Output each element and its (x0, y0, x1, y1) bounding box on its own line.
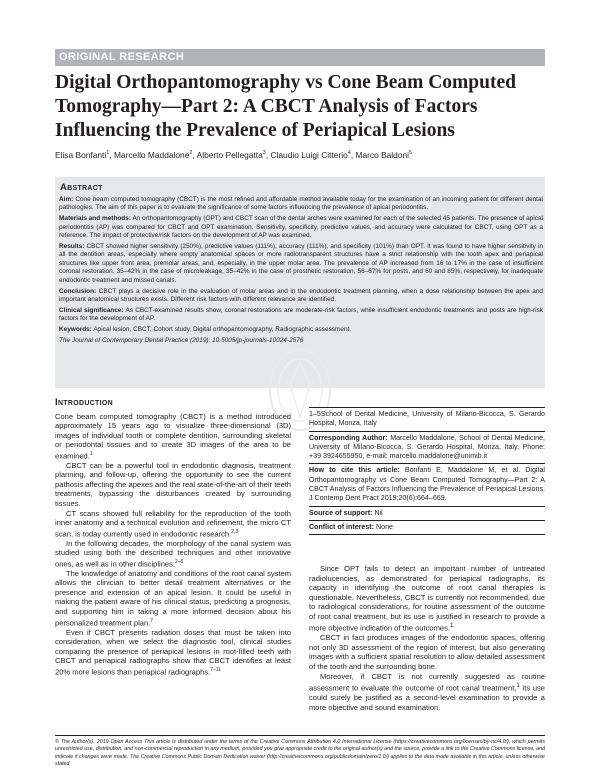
license-footer: © The Author(s). 2019 Open Access This article is distributed under the terms of the Creative Commons Attribution 4.0 International License (https://creativecommons.org/licenses/by-nc/4.0/), which permits unrestricted use, distribution, and non-commercial reproduction in any medium, provided you give appropriate credit to the original author(s) and the source, provide a link to the Creative Commons license, and indicate if changes were made. The Creative Commons Public Domain Dedication waiver (http://creativecommons.org/publicdomain/zero/1.0/) applies to the data made available in this article, unless otherwise stated. (55, 739, 545, 767)
abstract-heading: Abstract (60, 182, 103, 193)
paragraph: Even if CBCT presents radiation doses that must be taken into consideration, when we select the diagnostic tool, clinical studies comparing the presence of periapical lesions in root-filled teeth with CBCT and periapical radiographs show that CBCT identifies at least 20% more lesions than periapical radiographs.$^{7-11}$ (55, 627, 291, 677)
affiliation-block (309, 405, 545, 537)
source-of-support: Source of support: Nil (309, 508, 383, 517)
divider (309, 506, 545, 507)
abstract-results: Results: CBCT showed higher sensitivity (250%), predictive values (111%), accuracy (111%), and specificity (101%) than OPT. It was found to have higher sensitivity in all the dentition areas, especially where empty anatomical spaces or more radiotransparent structures have a strict relationship with the tooth apex and periapical structures like upper front area, premolar areas, and, especially, in the upper molar area. The prevalence of AP increased from 16 to 17% in the case of insufficient coronal restoration, 35–42% in the case of microleakage, 35–42% in the case of prosthetic restoration, 56–67% for posts, and 60 and 85%, respectively, for inadequate endodontic treatment and missed canals. (59, 243, 543, 284)
section-label: ORIGINAL RESEARCH (55, 49, 545, 66)
author[interactable]: Marco Baldoni (355, 150, 410, 160)
affiliation: 1–5School of Dental Medicine, University of Milano-Bicocca, S. Gerardo Hospital, Monza, Italy (309, 410, 545, 428)
citation: How to cite this article: Bonfanti E, Maddalone M, et al. Digital Orthopantomography vs Cone Beam Computed Tomography—Part 2: A CBCT Analysis of Factors Influencing the Prevalence of Periapical Lesions. J Contemp Dent Pract 2019;20(6):664–669. (309, 466, 545, 503)
author[interactable]: Marcello Maddalone (113, 150, 190, 160)
author-list: Elisa Bonfanti$^1$, Marcello Maddalone$^2$, Alberto Pellegatta$^3$, Claudio Luigi Citterio$^4$, Marco Baldoni$^5$ (55, 150, 413, 160)
divider (309, 520, 545, 521)
paragraph: CT scans showed full reliability for the reproduction of the tooth inner anatomy and a technical evolution and refinement, the micro CT scan, is today currently used in endodontic research.$^{2,3}$ (55, 508, 291, 539)
article-title: Digital Orthopantomography vs Cone Beam Computed Tomography—Part 2: A CBCT Analysis of Factors Influencing the Prevalence of Periapical Lesions (55, 72, 516, 141)
body-column-right (309, 564, 545, 712)
footer-divider (55, 735, 545, 736)
conflict-of-interest: Conflict of interest: None (309, 522, 393, 531)
abstract-keywords: Keywords: Apical lesion, CBCT, Cohort study, Digital orthopantomography, Radiographic assessment. (59, 326, 352, 334)
divider (309, 407, 545, 408)
author[interactable]: Alberto Pellegatta (196, 150, 263, 160)
paragraph: Cone beam computed tomography (CBCT) is a method introduced approximately 15 years ago to visualize three-dimensional (3D) images of individual tooth or complete dentition, surrounding skeletal or periodontal tissues and to create 3D images of the area to be examined.$^1$ (55, 411, 291, 461)
paragraph: CBCT can be a powerful tool in endodontic diagnosis, treatment planning, and follow-up, offering the opportunity to see the current pathosis affecting the apexes and the real state-of-the-art of their teeth treatments, bypassing the disturbances created by surrounding tissues. (55, 460, 291, 508)
abstract-conclusion: Conclusion: CBCT plays a decisive role in the evaluation of molar areas and in the endodontic treatment planning, when a dose relationship between the apex and important anatomical structures exists. Different risk factors with different relevance are identified. (59, 287, 543, 303)
paragraph: In the following decades, the morphology of the canal system was studied using both the described techniques and other innovative ones, as well as in other disciplines.$^{2-6}$ (55, 538, 291, 569)
abstract-body (59, 196, 543, 348)
abstract-aim: Aim: Cone beam computed tomography (CBCT) is the most refined and affordable method available today for the examination of an incoming patient for different dental pathologies. The aim of this paper is to evaluate the significance of some factors influencing the prevalence of apical periodontitis. (59, 196, 543, 212)
author[interactable]: Claudio Luigi Citterio (270, 150, 348, 160)
paragraph: The knowledge of anatomy and conditions of the root canal system allows the clinician to better detail treatment alternatives or the presence and extension of an apical lesion. It could be useful in making the patient aware of his clinical status, predicting a prognosis, and supporting him in taking a more informed decision about his personalized treatment plan.$^7$ (55, 568, 291, 628)
paragraph: CBCT in fact produces images of the endodontic spaces, offering not only 3D assessment of the region of interest, but also generating images with a sufficient spatial resolution to allow detailed assessment of the tooth and the surrounding bone. (309, 633, 545, 671)
divider (309, 534, 545, 535)
corresponding-author: Corresponding Author: Marcello Maddalone, School of Dental Medicine, University of Milano-Bicocca, S. Gerardo Hospital, Monza, Italy, Phone: +39 3924655950, e-mail: marcello.maddalone@unimib.it (309, 433, 545, 461)
abstract-methods: Materials and methods: An orthopantomography (OPT) and CBCT scan of the dental arches were examined for each of the selected 45 patients. The presence of apical periodontitis (AP) was compared for CBCT and OPT examination. Sensitivity, specificity, predictive values, and accuracy were calculated for CBCT, using OPT as a reference. The impact of protective/risk factors on the development of AP was examined. (59, 215, 543, 240)
introduction-heading: Introduction (55, 397, 113, 408)
paragraph: Moreover, if CBCT is not currently suggested as routine assessment to evaluate the outcome of root canal treatment,$^1$ its use could surely be justified as a second-level examination to provide a more objective and sound examination. (309, 671, 545, 712)
introduction-column (55, 398, 291, 677)
abstract-significance: Clinical significance: As CBCT-examined results show, coronal restorations are moderate-risk factors, while insufficient endodontic treatments and posts are high-risk factors for the development of AP. (59, 306, 543, 323)
divider (309, 431, 545, 432)
paragraph: Since OPT fails to detect an important number of untreated radiolucencies, as demonstrated for periapical radiographs, its capacity in identifying the outcome of root canal therapies is questionable. Nevertheless, CBCT is currently not recommended, due to radiological considerations, for routine assessment of the outcome of root canal treatment, but its use is justified in research to provide a more objective indication of the outcomes.$^1$ (309, 564, 545, 633)
author[interactable]: Elisa Bonfanti (55, 150, 107, 160)
journal-reference[interactable]: The Journal of Contemporary Dental Practice (2019): 10.5005/jp-journals-10024-2576 (59, 337, 304, 345)
divider (309, 463, 545, 464)
